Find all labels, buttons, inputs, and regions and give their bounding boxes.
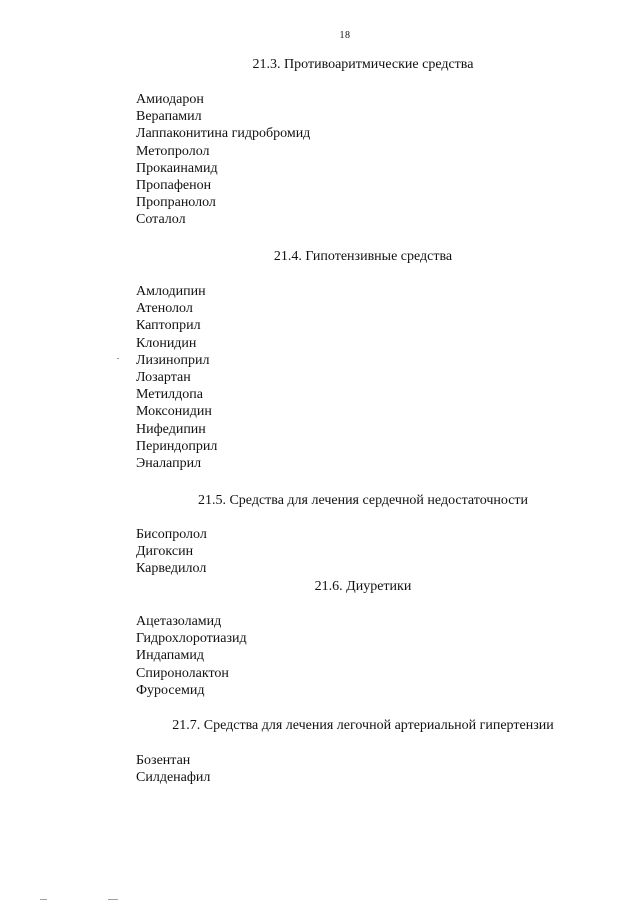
drug-list-21-6 [136, 613, 247, 699]
list-item: Каптоприл [136, 318, 201, 334]
list-item: Индапамид [136, 648, 204, 664]
list-item: Фуросемид [136, 682, 205, 698]
list-item: Гидрохлоротиазид [136, 631, 247, 647]
list-item: Моксонидин [136, 404, 212, 420]
list-item: Метопролол [136, 143, 210, 159]
section-heading-21-4: 21.4. Гипотензивные средства [273, 249, 453, 264]
section-heading-21-7: 21.7. Средства для лечения легочной артериальной гипертензии [172, 718, 554, 733]
drug-list-21-7 [136, 752, 210, 786]
list-item: Пропранолол [136, 195, 216, 211]
list-item: Бозентан [136, 753, 191, 768]
section-heading-21-5: 21.5. Средства для лечения сердечной недостаточности [197, 493, 529, 508]
footer-mark [108, 899, 118, 900]
list-item: Лозартан [136, 370, 191, 386]
section-heading-21-3: 21.3. Противоаритмические средства [252, 57, 474, 72]
list-item: Дигоксин [136, 544, 194, 560]
list-item: Лаппаконитина гидробромид [136, 126, 311, 142]
list-item: Бисопролол [136, 527, 207, 542]
drug-list-21-4 [136, 283, 217, 472]
section-heading-21-6: 21.6. Диуретики [314, 579, 412, 594]
list-item: Верапамил [136, 109, 202, 125]
margin-speck [117, 358, 119, 359]
list-item: Атенолол [136, 301, 193, 317]
list-item: Силденафил [136, 770, 211, 786]
list-item: Амиодарон [136, 92, 204, 107]
list-item: Спиронолактон [136, 665, 229, 681]
list-item: Соталол [136, 212, 186, 228]
footer-mark [40, 899, 47, 900]
list-item: Периндоприл [136, 438, 218, 454]
list-item: Ацетазоламид [136, 614, 222, 629]
drug-list-21-5 [136, 526, 207, 578]
list-item: Карведилол [136, 561, 207, 577]
list-item: Клонидин [136, 335, 197, 351]
list-item: Прокаинамид [136, 160, 218, 176]
list-item: Пропафенон [136, 178, 212, 194]
drug-list-21-3 [136, 91, 310, 229]
list-item: Амлодипин [136, 284, 206, 299]
list-item: Лизиноприл [136, 352, 210, 368]
list-item: Метилдопа [136, 387, 203, 403]
list-item: Эналаприл [136, 456, 202, 472]
list-item: Нифедипин [136, 421, 206, 437]
page-number: 18 [339, 30, 351, 41]
